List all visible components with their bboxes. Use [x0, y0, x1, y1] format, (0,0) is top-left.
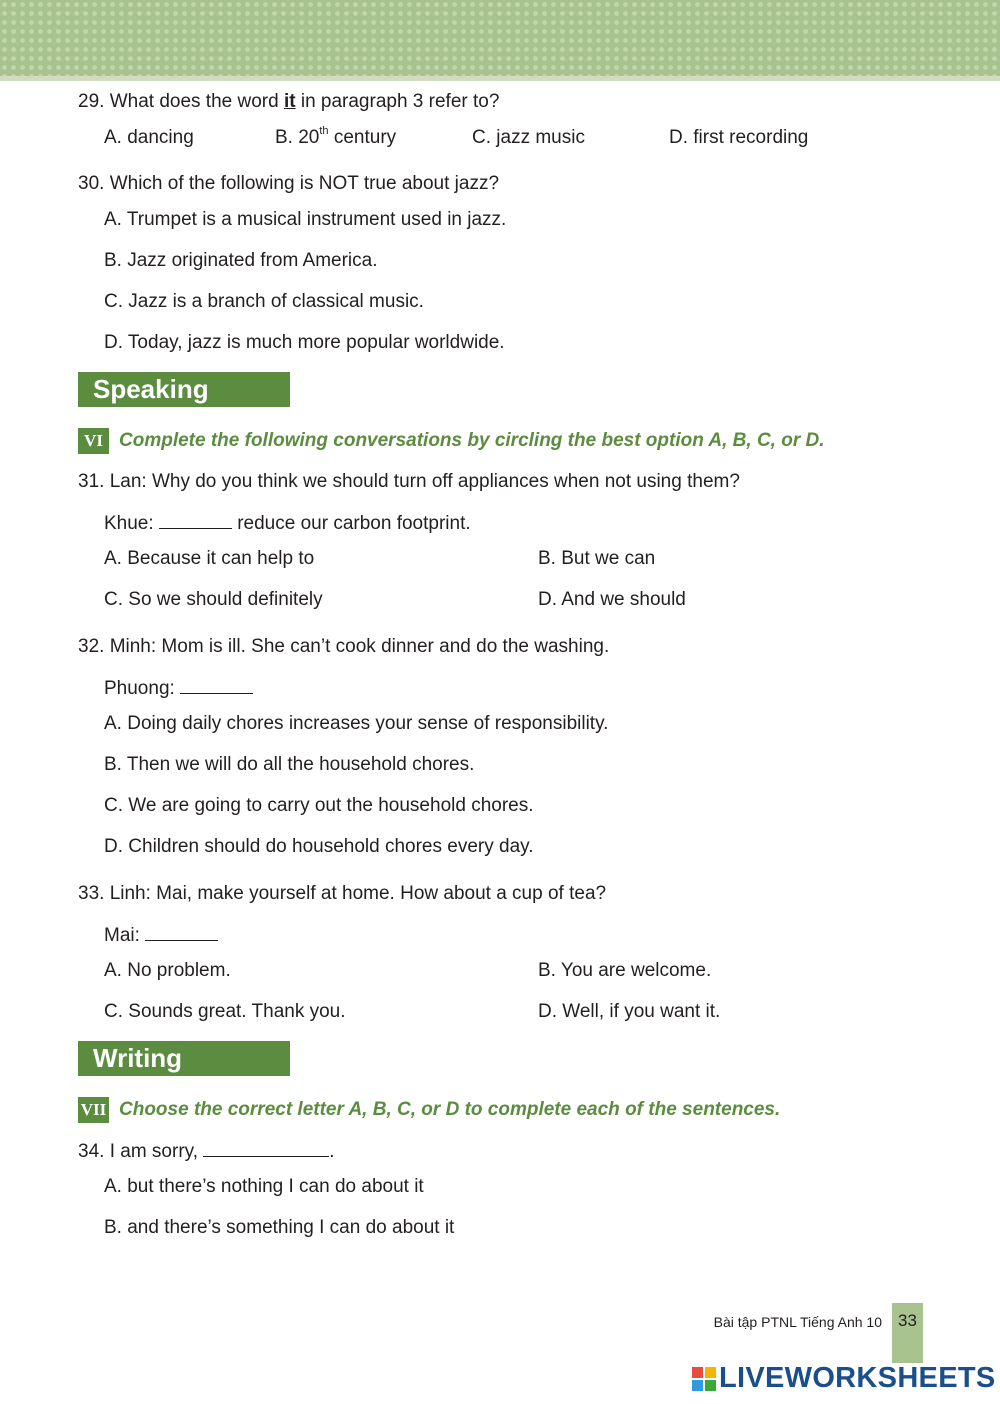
- q33-reply: [104, 923, 218, 948]
- question-29-keyword: it: [283, 91, 296, 112]
- q34-option-b[interactable]: B. and there’s something I can do about it: [104, 1217, 455, 1238]
- q29-option-b[interactable]: [275, 126, 396, 150]
- question-29-text-start: 29. What does the word: [78, 91, 284, 112]
- question-32: 32. Minh: Mom is ill. She can’t cook dinner and do the washing.: [78, 636, 610, 657]
- footer-book-title: Bài tập PTNL Tiếng Anh 10: [713, 1314, 882, 1330]
- liveworksheets-logo[interactable]: [692, 1362, 996, 1394]
- section-vi-number: VI: [78, 428, 109, 454]
- q33-reply-speaker: Mai:: [104, 925, 146, 946]
- question-33: 33. Linh: Mai, make yourself at home. How about a cup of tea?: [78, 883, 607, 904]
- q29-option-c[interactable]: C. jazz music: [472, 127, 585, 148]
- page-number: 33: [898, 1311, 917, 1330]
- q29-option-d[interactable]: D. first recording: [669, 127, 809, 148]
- q33-option-d[interactable]: D. Well, if you want it.: [538, 1001, 721, 1022]
- header-banner: [0, 0, 1000, 78]
- question-34-period: .: [329, 1141, 335, 1162]
- q30-option-c[interactable]: C. Jazz is a branch of classical music.: [104, 291, 424, 312]
- q29-option-a[interactable]: A. dancing: [104, 127, 194, 148]
- q33-option-c[interactable]: C. Sounds great. Thank you.: [104, 1001, 346, 1022]
- q32-option-d[interactable]: D. Children should do household chores every day.: [104, 836, 534, 857]
- q34-answer-blank[interactable]: [203, 1139, 329, 1157]
- q33-answer-blank[interactable]: [145, 923, 218, 941]
- question-34-text: 34. I am sorry,: [78, 1141, 204, 1162]
- q31-reply: [104, 511, 471, 536]
- logo-grid-icon: [692, 1367, 716, 1391]
- page-number-tab: [892, 1303, 923, 1363]
- writing-section-header: Writing: [78, 1041, 290, 1076]
- q30-option-b[interactable]: B. Jazz originated from America.: [104, 250, 378, 271]
- q31-reply-text: reduce our carbon footprint.: [231, 513, 471, 534]
- section-vii-number: VII: [78, 1097, 109, 1123]
- header-banner-edge: [0, 76, 1000, 81]
- q29-option-b-text: B. 20: [275, 127, 320, 148]
- q31-option-a[interactable]: A. Because it can help to: [104, 548, 315, 569]
- speaking-section-header: Speaking: [78, 372, 290, 407]
- question-29-text-end: in paragraph 3 refer to?: [295, 91, 500, 112]
- question-30: 30. Which of the following is NOT true about jazz?: [78, 173, 500, 194]
- section-vii-instruction: Choose the correct letter A, B, C, or D to complete each of the sentences.: [119, 1099, 781, 1120]
- q30-option-d[interactable]: D. Today, jazz is much more popular worldwide.: [104, 332, 505, 353]
- question-31: 31. Lan: Why do you think we should turn off appliances when not using them?: [78, 471, 740, 492]
- q30-option-a[interactable]: A. Trumpet is a musical instrument used in jazz.: [104, 209, 507, 230]
- question-29: [78, 90, 499, 114]
- q31-option-d[interactable]: D. And we should: [538, 589, 686, 610]
- q32-reply-speaker: Phuong:: [104, 678, 181, 699]
- q32-reply: [104, 676, 253, 701]
- q31-answer-blank[interactable]: [159, 511, 232, 529]
- q33-option-a[interactable]: A. No problem.: [104, 960, 231, 981]
- q33-option-b[interactable]: B. You are welcome.: [538, 960, 712, 981]
- q29-option-b-text-end: century: [328, 127, 397, 148]
- section-vi-instruction: Complete the following conversations by circling the best option A, B, C, or D.: [119, 430, 825, 451]
- q32-option-b[interactable]: B. Then we will do all the household chores.: [104, 754, 475, 775]
- q31-option-b[interactable]: B. But we can: [538, 548, 656, 569]
- q32-answer-blank[interactable]: [180, 676, 253, 694]
- q34-option-a[interactable]: A. but there’s nothing I can do about it: [104, 1176, 424, 1197]
- q31-reply-speaker: Khue:: [104, 513, 159, 534]
- question-34: [78, 1139, 335, 1164]
- logo-text: LIVEWORKSHEETS: [719, 1362, 996, 1394]
- q31-option-c[interactable]: C. So we should definitely: [104, 589, 323, 610]
- q32-option-a[interactable]: A. Doing daily chores increases your sense of responsibility.: [104, 713, 609, 734]
- q32-option-c[interactable]: C. We are going to carry out the household chores.: [104, 795, 534, 816]
- q29-option-b-superscript: th: [319, 125, 329, 137]
